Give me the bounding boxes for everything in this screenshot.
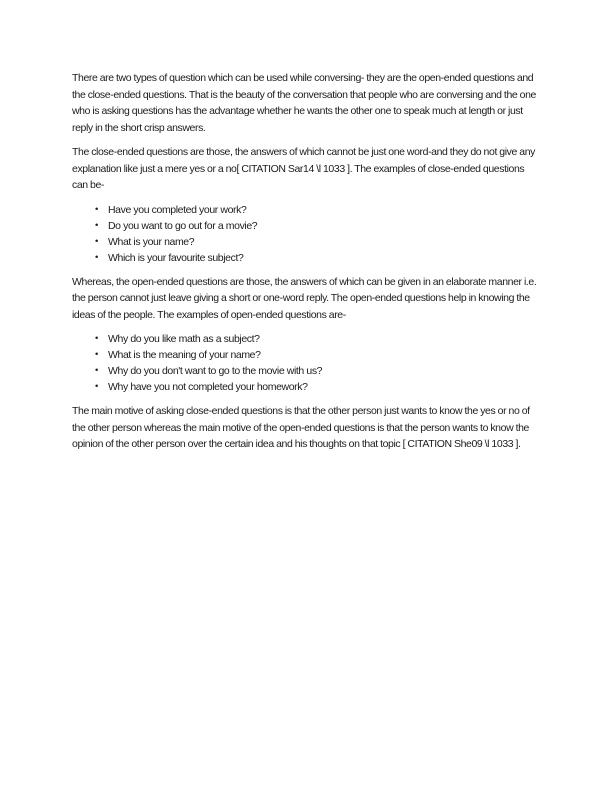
bullet-icon: •: [95, 349, 99, 360]
list-item: [72, 347, 541, 363]
list-item-text: Which is your favourite subject?: [108, 251, 244, 264]
list-item: [72, 331, 541, 347]
list-item-text: What is the meaning of your name?: [108, 349, 261, 361]
list-item-text: Why do you like math as a subject?: [108, 333, 260, 345]
open-ended-examples-list: [72, 331, 541, 395]
list-item: [72, 234, 541, 250]
bullet-icon: •: [95, 219, 99, 231]
close-ended-examples-list: [72, 202, 541, 266]
paragraph-close-ended-intro: The close-ended questions are those, the answers of which cannot be just one word-and they do not give any explanation like just a mere yes or a no[ CITATION Sar14 \l 1033 ]. The examples of close-ended questions can be-: [72, 146, 535, 191]
bullet-icon: •: [95, 333, 99, 344]
list-item-text: What is your name?: [108, 235, 195, 248]
list-item: [72, 379, 541, 395]
list-item: [72, 250, 541, 266]
bullet-icon: •: [95, 203, 99, 215]
list-item: [72, 202, 541, 218]
list-item-text: Do you want to go out for a movie?: [108, 219, 258, 232]
list-item-text: Have you completed your work?: [108, 203, 247, 216]
list-item: [72, 218, 541, 234]
paragraph-open-ended-intro: Whereas, the open-ended questions are those, the answers of which can be given in an elaborate manner i.e. the person cannot just leave giving a short or one-word reply. The open-ended questions help in knowing the ideas of the people. The examples of open-ended questions are-: [72, 275, 537, 321]
list-item: [72, 363, 541, 379]
paragraph-conclusion: The main motive of asking close-ended questions is that the other person just wants to know the yes or no of the other person whereas the main motive of the open-ended questions is that the person wants to know the opinion of the other person over the certain idea and his thoughts on that topic [ CITATION She09 \l 1033 ].: [72, 405, 530, 450]
paragraph-intro: There are two types of question which can be used while conversing- they are the open-ended questions and the close-ended questions. That is the beauty of the conversation that people who are conversing and the one who is asking questions has the advantage whether he wants the other one to speak much at length or just reply in the short crisp answers.: [72, 72, 536, 134]
bullet-icon: •: [95, 365, 99, 376]
bullet-icon: •: [95, 381, 99, 392]
list-item-text: Why do you don't want to go to the movie with us?: [108, 365, 323, 377]
bullet-icon: •: [95, 251, 99, 263]
list-item-text: Why have you not completed your homework?: [108, 381, 308, 393]
bullet-icon: •: [95, 235, 99, 247]
